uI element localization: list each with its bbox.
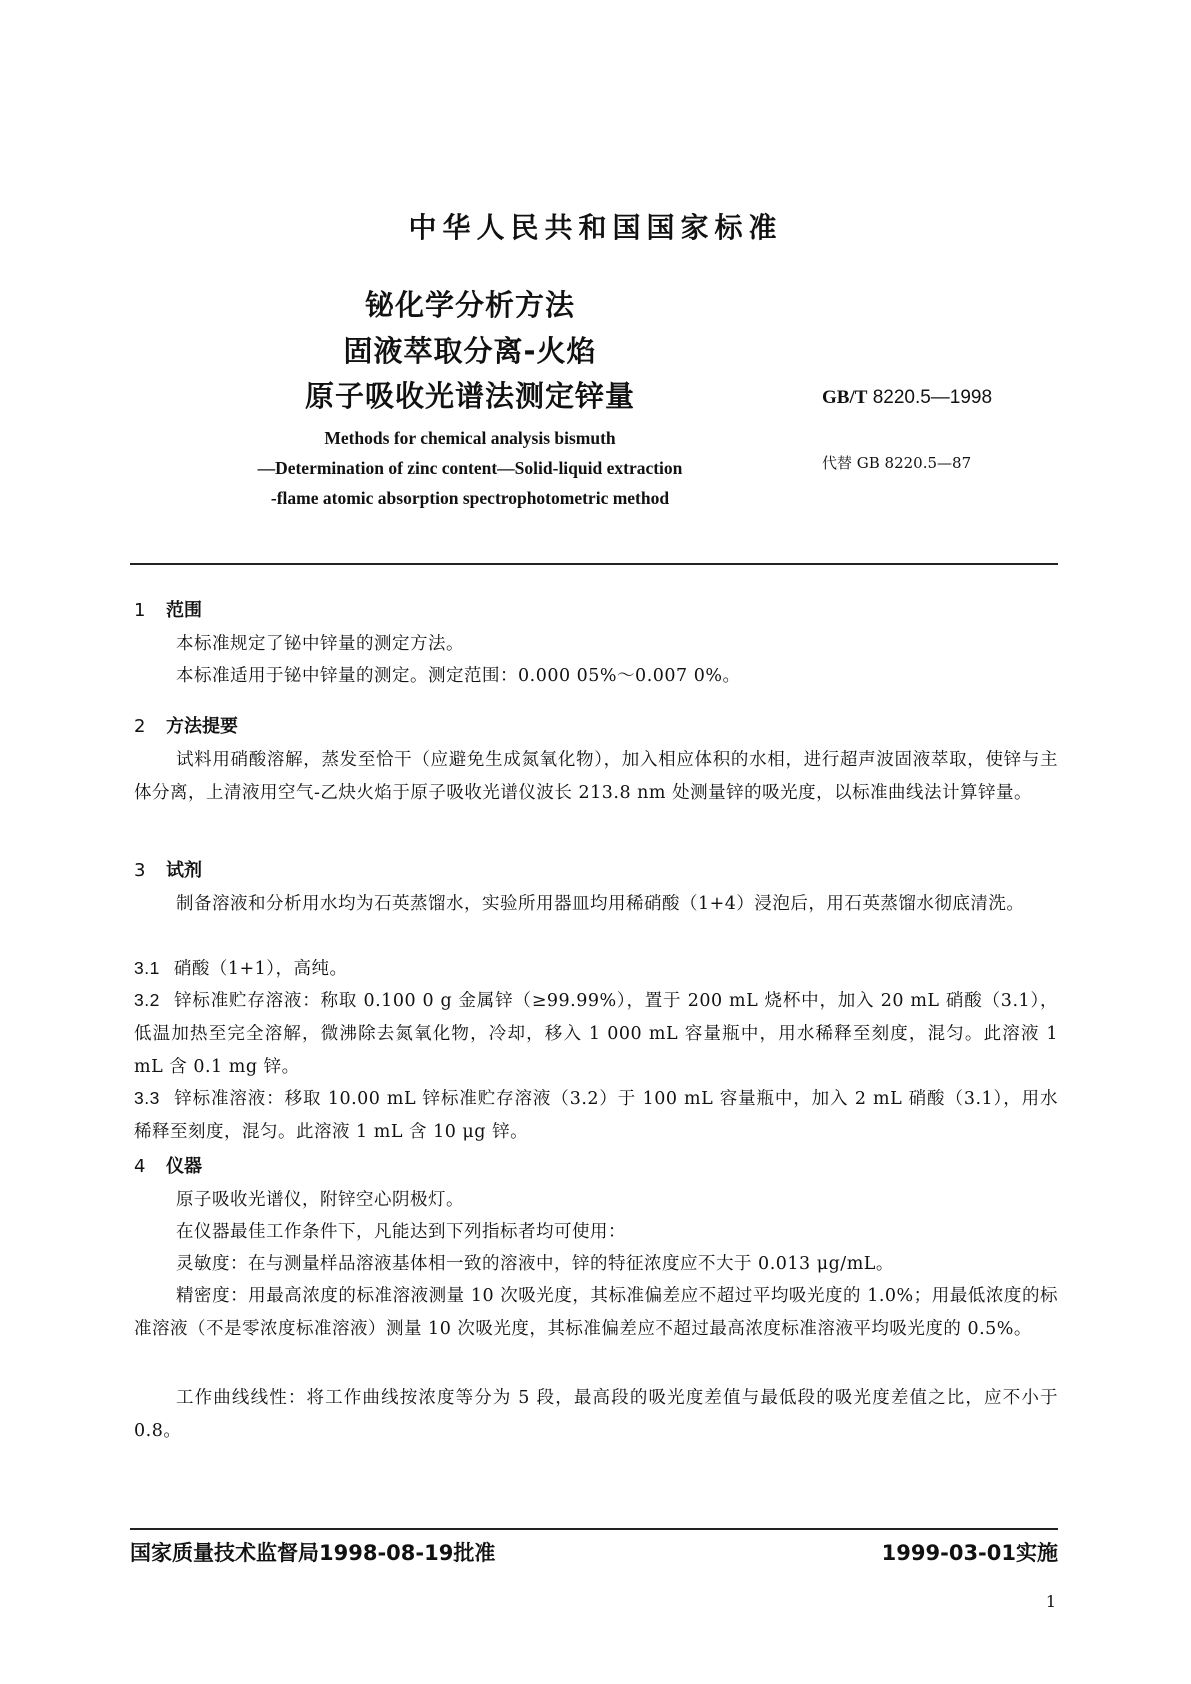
clause-text: 锌标准贮存溶液：称取 0.100 0 g 金属锌（≥99.99%），置于 200 mL 烧杯中，加入 20 mL 硝酸（3.1），低温加热至完全溶解，微沸除去氮氧化物，冷却，移入 1 000 mL 容量瓶中，用水稀释至刻度，混匀。此溶液 1 mL 含 0.1 mg 锌。	[134, 991, 1058, 1077]
clause-text: 硝酸（1+1），高纯。	[173, 959, 348, 979]
chinese-title-line-2: 固液萃取分离-火焰	[343, 334, 597, 368]
approval-date: 国家质量技术监督局1998-08-19批准	[130, 1541, 496, 1565]
standard-number	[822, 387, 992, 409]
clause-text: 锌标准溶液：移取 10.00 mL 锌标准贮存溶液（3.2）于 100 mL 容量瓶中，加入 2 mL 硝酸（3.1），用水稀释至刻度，混匀。此溶液 1 mL 含 10 μg 锌。	[134, 1089, 1058, 1142]
chinese-title-line-3: 原子吸收光谱法测定锌量	[304, 379, 635, 413]
section-title: 范围	[166, 600, 202, 621]
english-title-line-2: —Determination of zinc content—Solid-liquid extraction	[257, 458, 683, 478]
paragraph: 精密度：用最高浓度的标准溶液测量 10 次吸光度，其标准偏差应不超过平均吸光度的 1.0%；用最低浓度的标准溶液（不是零浓度标准溶液）测量 10 次吸光度，其标准偏差应不超过最高浓度标准溶液平均吸光度的 0.5%。	[134, 1286, 1058, 1339]
section-title: 试剂	[166, 860, 202, 881]
paragraph: 原子吸收光谱仪，附锌空心阴极灯。	[176, 1190, 464, 1210]
header-divider	[130, 563, 1058, 565]
standard-number-value: 8220.5—1998	[872, 387, 993, 408]
section-heading-2	[134, 712, 238, 738]
paragraph: 试料用硝酸溶解，蒸发至恰干（应避免生成氮氧化物），加入相应体积的水相，进行超声波固液萃取，使锌与主体分离，上清液用空气-乙炔火焰于原子吸收光谱仪波长 213.8 nm 处测量锌的吸光度，以标准曲线法计算锌量。	[134, 750, 1058, 803]
standard-prefix: GB/T	[822, 387, 868, 408]
clause-number: 3.2	[134, 990, 160, 1010]
section-number: 4	[134, 1156, 146, 1177]
clause-3-1	[134, 952, 1058, 986]
paragraph: 本标准规定了铋中锌量的测定方法。	[176, 634, 464, 654]
section-title: 方法提要	[166, 716, 238, 737]
organization-heading: 中华人民共和国国家标准	[408, 211, 783, 244]
paragraph: 本标准适用于铋中锌量的测定。测定范围：0.000 05%～0.007 0%。	[176, 666, 741, 686]
english-title-line-1: Methods for chemical analysis bismuth	[324, 428, 616, 448]
section-heading-3	[134, 856, 202, 882]
english-title-line-3: -flame atomic absorption spectrophotometric method	[270, 488, 670, 508]
chinese-title-line-1: 铋化学分析方法	[364, 288, 575, 322]
section-number: 3	[134, 860, 146, 881]
section-heading-4	[134, 1152, 202, 1178]
paragraph: 工作曲线线性：将工作曲线按浓度等分为 5 段，最高段的吸光度差值与最低段的吸光度差值之比，应不小于 0.8。	[134, 1388, 1058, 1441]
section-heading-1	[134, 596, 202, 622]
replaces-note: 代替 GB 8220.5—87	[822, 454, 972, 472]
clause-3-2	[134, 984, 1058, 1084]
section-number: 2	[134, 716, 146, 737]
implementation-date: 1999-03-01实施	[881, 1541, 1058, 1565]
clause-number: 3.3	[134, 1088, 160, 1108]
clause-number: 3.1	[134, 958, 160, 978]
footer-divider	[130, 1528, 1058, 1530]
paragraph: 灵敏度：在与测量样品溶液基体相一致的溶液中，锌的特征浓度应不大于 0.013 μg/mL。	[176, 1254, 894, 1274]
clause-3-3	[134, 1082, 1058, 1149]
section-title: 仪器	[166, 1156, 202, 1177]
paragraph: 在仪器最佳工作条件下，凡能达到下列指标者均可使用：	[176, 1222, 626, 1242]
paragraph: 制备溶液和分析用水均为石英蒸馏水，实验所用器皿均用稀硝酸（1+4）浸泡后，用石英蒸馏水彻底清洗。	[176, 894, 1025, 914]
section-number: 1	[134, 600, 146, 621]
page-number: 1	[1045, 1592, 1056, 1611]
